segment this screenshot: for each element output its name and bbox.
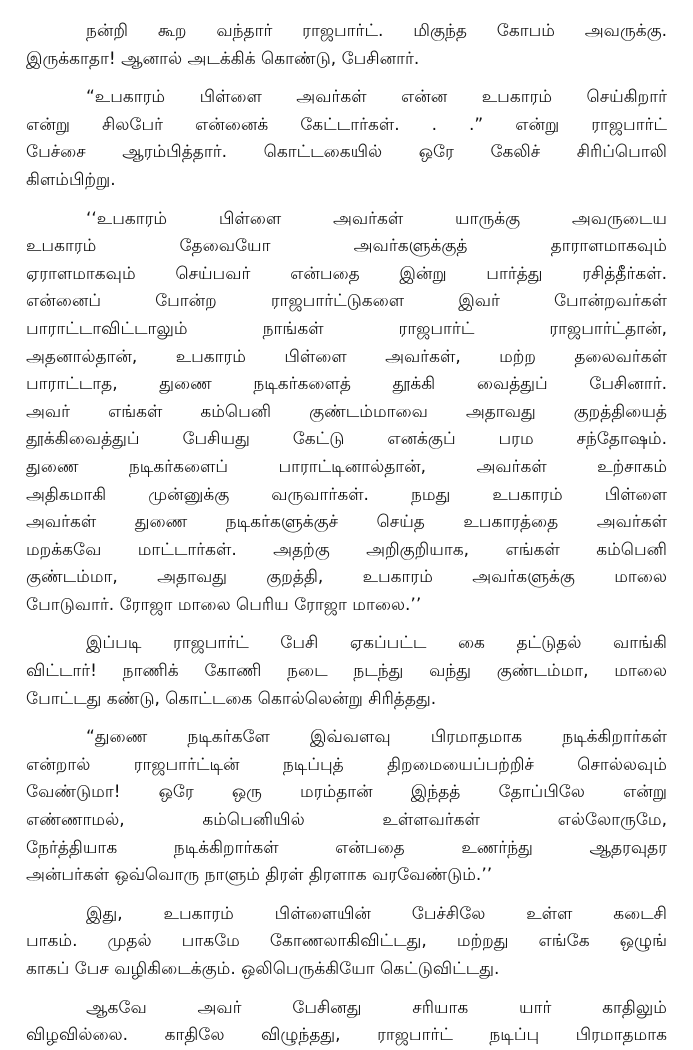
text-line: ஆகவே அவர் பேசினது சரியாக யார் காதிலும் [86, 997, 667, 1018]
text-line: அதிகமாகி முன்னுக்கு வருவார்கள். நமது உபகாரம் பிள்ளை [26, 484, 667, 505]
text-line: துணை நடிகர்களைப் பாராட்டினால்தான், அவர்கள் உற்சாகம் [26, 456, 667, 477]
text-line: “துணை நடிகர்களே இவ்வளவு பிரமாதமாக நடிக்கிறார்கள் [86, 727, 667, 748]
text-line: நன்றி கூற வந்தார் ராஜபார்ட். மிகுந்த கோபம் அவருக்கு. [86, 21, 667, 41]
text-line: கிளம்பிற்று. [26, 169, 116, 190]
text-line: எண்ணாமல், கம்பெனியில் உள்ளவர்கள் எல்லோருமே, [26, 810, 667, 831]
paragraph [26, 630, 667, 713]
text-line: குண்டம்மா, அதாவது குறத்தி, உபகாரம் அவர்களுக்கு மாலை [26, 567, 667, 588]
text-line: தூக்கிவைத்துப் பேசியது கேட்டு எனக்குப் பரம சந்தோஷம். [26, 429, 667, 450]
text-line: அவர்கள் துணை நடிகர்களுக்குச் செய்த உபகாரத்தை அவர்கள் [26, 512, 667, 533]
text-line: இப்படி ராஜபார்ட் பேசி ஏகப்பட்ட கை தட்டுதல் வாங்கி [86, 633, 667, 654]
text-line: என்றால் ராஜபார்ட்டின் நடிப்புத் திறமையைப்பற்றிச் சொல்லவும் [26, 754, 667, 775]
text-line: வேண்டுமா! ஒரே ஒரு மரம்தான் இந்தத் தோப்பிலே என்று [26, 782, 667, 803]
paragraph [26, 18, 667, 73]
text-line: விழவில்லை. காதிலே விழுந்தது, ராஜபார்ட் நடிப்பு பிரமாதமாக [26, 1025, 667, 1046]
text-line: ‘‘உபகாரம் பிள்ளை அவர்கள் யாருக்கு அவருடைய [86, 208, 667, 229]
text-line: அவர் எங்கள் கம்பெனி குண்டம்மாவை அதாவது குறத்தியைத் [26, 401, 667, 422]
text-line: “உபகாரம் பிள்ளை அவர்கள் என்ன உபகாரம் செய்கிறார் [86, 87, 667, 108]
text-line: பாகம். முதல் பாகமே கோணலாகிவிட்டது, மற்றது எங்கே ஒழுங் [26, 931, 667, 952]
text-line: பாராட்டாத, துணை நடிகர்களைத் தூக்கி வைத்துப் பேசினார். [26, 374, 667, 395]
text-line: காகப் பேச வழிகிடைக்கும். ஒலிபெருக்கியோ கெட்டுவிட்டது. [26, 959, 500, 979]
text-line: உபகாரம் தேவையோ அவர்களுக்குத் தாராளமாகவும் [26, 236, 667, 257]
paragraph [26, 84, 667, 194]
paragraph [26, 995, 667, 1050]
paragraph [26, 206, 667, 620]
text-line: இருக்காதா! ஆனால் அடக்கிக் கொண்டு, பேசினார். [26, 48, 420, 69]
text-line: என்னைப் போன்ற ராஜபார்ட்டுகளை இவர் போன்றவர்கள் [26, 291, 667, 312]
text-line: போடுவார். ரோஜா மாலை பெரிய ரோஜா மாலை.’’ [26, 594, 422, 615]
text-line: இது, உபகாரம் பிள்ளையின் பேச்சிலே உள்ள கடைசி [86, 903, 667, 924]
text-line: அதனால்தான், உபகாரம் பிள்ளை அவர்கள், மற்ற தலைவர்கள் [26, 346, 667, 367]
text-line: அன்பர்கள் ஒவ்வொரு நாளும் திரள் திரளாக வரவேண்டும்.’’ [26, 865, 493, 886]
text-line: விட்டார்! நாணிக் கோணி நடை நடந்து வந்து குண்டம்மா, மாலை [26, 661, 667, 682]
text-line: பேச்சை ஆரம்பித்தார். கொட்டகையில் ஒரே கேலிச் சிரிப்பொலி [26, 142, 667, 163]
paragraph [26, 724, 667, 890]
text-line: ஏராளமாகவும் செய்பவர் என்பதை இன்று பார்த்து ரசித்தீர்கள். [26, 263, 667, 284]
text-line: என்று சிலபேர் என்னைக் கேட்டார்கள். . .” என்று ராஜபார்ட் [26, 114, 667, 135]
paragraph [26, 901, 667, 984]
text-line: மறக்கவே மாட்டார்கள். அதற்கு அறிகுறியாக, எங்கள் கம்பெனி [26, 539, 667, 560]
text-line: நேர்த்தியாக நடிக்கிறார்கள் என்பதை உணர்ந்து ஆதரவுதர [26, 837, 667, 858]
text-line: பாராட்டாவிட்டாலும் நாங்கள் ராஜபார்ட் ராஜபார்ட்தான், [26, 318, 667, 339]
text-line: போட்டது கண்டு, கொட்டகை கொல்லென்று சிரித்தது. [26, 688, 437, 709]
